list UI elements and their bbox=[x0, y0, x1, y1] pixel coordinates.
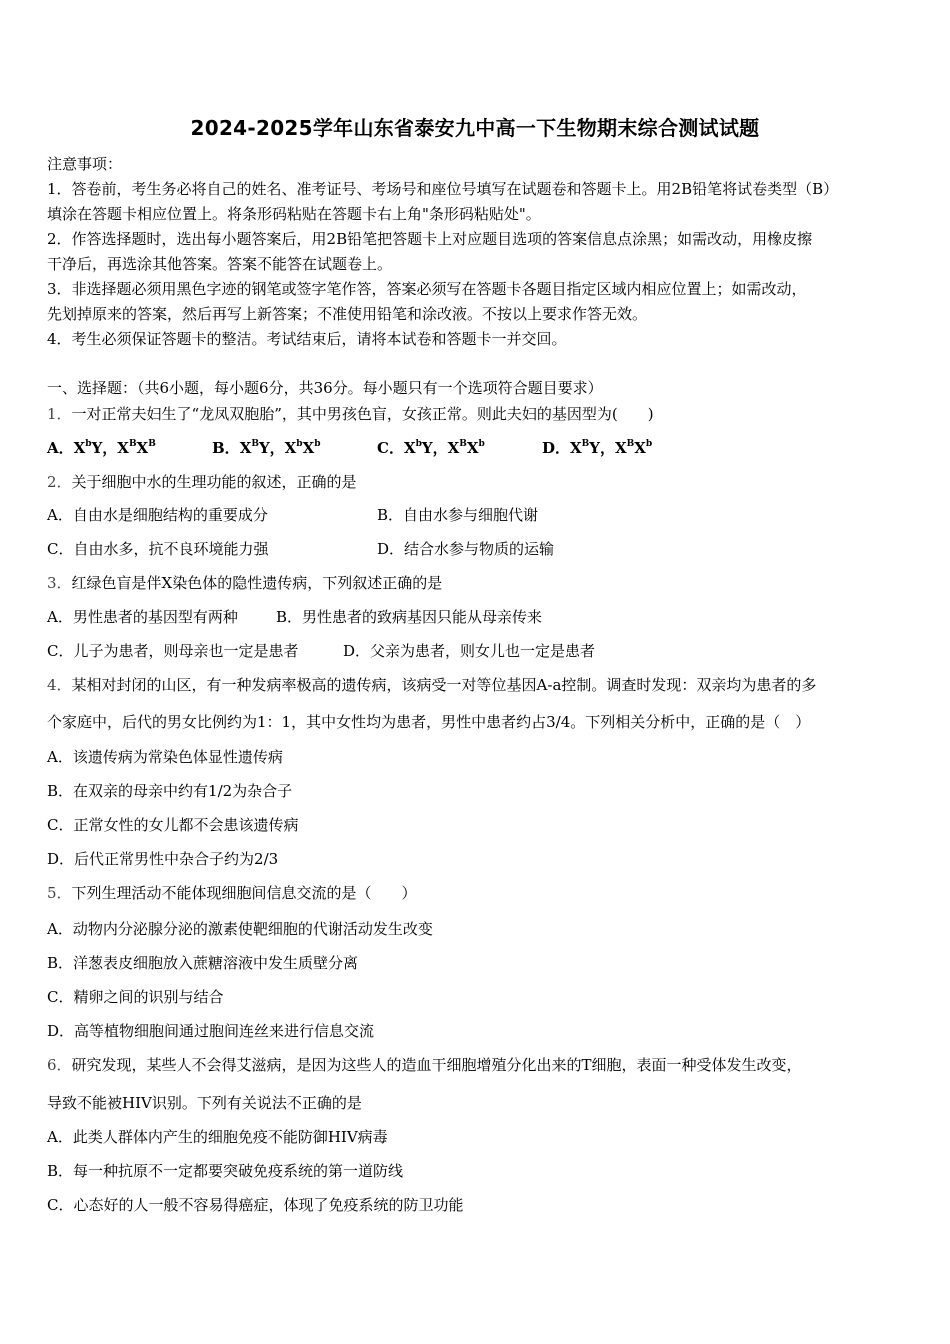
question-number: 2． bbox=[47, 473, 72, 491]
q2-option-c[interactable]: C．自由水多，抗不良环境能力强 bbox=[47, 540, 269, 558]
question-number: 6． bbox=[47, 1056, 72, 1074]
q6-option-c[interactable]: C．心态好的人一般不容易得癌症，体现了免疫系统的防卫功能 bbox=[47, 1196, 464, 1214]
notice-line: 4．考生必须保证答题卡的整洁。考试结束后，请将本试卷和答题卡一并交回。 bbox=[47, 330, 567, 348]
question-4 bbox=[47, 674, 816, 695]
notice-line: 干净后，再选涂其他答案。答案不能答在试题卷上。 bbox=[47, 255, 393, 273]
q6-option-b[interactable]: B．每一种抗原不一定都要突破免疫系统的第一道防线 bbox=[47, 1162, 404, 1180]
q2-option-a[interactable]: A．自由水是细胞结构的重要成分 bbox=[47, 506, 268, 524]
question-stem: 下列生理活动不能体现细胞间信息交流的是（ ） bbox=[71, 884, 417, 902]
q2-option-d[interactable]: D．结合水参与物质的运输 bbox=[377, 540, 555, 558]
question-4-continued: 个家庭中，后代的男女比例约为1：1，其中女性均为患者，男性中患者约占3/4。下列相关分析中，正确的是（ ） bbox=[47, 713, 811, 731]
q5-option-c[interactable]: C．精卵之间的识别与结合 bbox=[47, 988, 224, 1006]
q3-option-a[interactable]: A．男性患者的基因型有两种 bbox=[47, 608, 238, 626]
question-2 bbox=[47, 471, 357, 492]
question-3 bbox=[47, 572, 442, 593]
q1-option-d[interactable]: D．$X^BY$，$X^BX^b$ bbox=[542, 439, 653, 457]
q1-option-a[interactable]: A．$X^bY$，$X^BX^B$ bbox=[47, 439, 156, 457]
notice-line: 3．非选择题必须用黑色字迹的钢笔或签字笔作答，答案必须写在答题卡各题目指定区域内相应位置上；如需改动， bbox=[47, 280, 807, 298]
question-6-continued: 导致不能被HIV识别。下列有关说法不正确的是 bbox=[47, 1094, 362, 1112]
question-stem: 红绿色盲是伴X染色体的隐性遗传病，下列叙述正确的是 bbox=[71, 574, 443, 592]
page-title: 2024-2025学年山东省泰安九中高一下生物期末综合测试试题 bbox=[190, 116, 760, 140]
section-heading: 一、选择题：（共6小题，每小题6分，共36分。每小题只有一个选项符合题目要求） bbox=[47, 379, 603, 397]
notice-line: 2．作答选择题时，选出每小题答案后，用2B铅笔把答题卡上对应题目选项的答案信息点涂黑；如需改动，用橡皮擦 bbox=[47, 230, 813, 248]
q4-option-c[interactable]: C．正常女性的女儿都不会患该遗传病 bbox=[47, 816, 299, 834]
q3-option-c[interactable]: C．儿子为患者，则母亲也一定是患者 bbox=[47, 642, 299, 660]
q3-option-d[interactable]: D．父亲为患者，则女儿也一定是患者 bbox=[343, 642, 596, 660]
q5-option-a[interactable]: A．动物内分泌腺分泌的激素使靶细胞的代谢活动发生改变 bbox=[47, 920, 433, 938]
question-number: 1． bbox=[47, 405, 72, 423]
q3-option-b[interactable]: B．男性患者的致病基因只能从母亲传来 bbox=[276, 608, 543, 626]
q5-option-b[interactable]: B．洋葱表皮细胞放入蔗糖溶液中发生质壁分离 bbox=[47, 954, 359, 972]
q5-option-d[interactable]: D．高等植物细胞间通过胞间连丝来进行信息交流 bbox=[47, 1022, 375, 1040]
q4-option-b[interactable]: B．在双亲的母亲中约有1/2为杂合子 bbox=[47, 782, 293, 800]
question-6 bbox=[47, 1054, 802, 1075]
q1-option-c[interactable]: C．$X^bY$，$X^BX^b$ bbox=[377, 439, 485, 457]
notice-line: 填涂在答题卡相应位置上。将条形码粘贴在答题卡右上角"条形码粘贴处"。 bbox=[47, 205, 541, 223]
question-stem: 某相对封闭的山区，有一种发病率极高的遗传病，该病受一对等位基因A-a控制。调查时发现：双亲均为患者的多 bbox=[71, 676, 817, 694]
q4-option-a[interactable]: A．该遗传病为常染色体显性遗传病 bbox=[47, 748, 283, 766]
question-1 bbox=[47, 403, 654, 424]
question-stem: 关于细胞中水的生理功能的叙述，正确的是 bbox=[71, 473, 357, 491]
q2-option-b[interactable]: B．自由水参与细胞代谢 bbox=[377, 506, 539, 524]
question-stem: 研究发现，某些人不会得艾滋病，是因为这些人的造血干细胞增殖分化出来的T细胞，表面一种受体发生改变， bbox=[71, 1056, 802, 1074]
notice-heading: 注意事项： bbox=[47, 155, 123, 173]
q4-option-d[interactable]: D．后代正常男性中杂合子约为2/3 bbox=[47, 850, 279, 868]
question-5 bbox=[47, 882, 417, 903]
q6-option-a[interactable]: A．此类人群体内产生的细胞免疫不能防御HIV病毒 bbox=[47, 1128, 388, 1146]
question-stem: 一对正常夫妇生了“龙凤双胞胎”，其中男孩色盲，女孩正常。则此夫妇的基因型为( ) bbox=[71, 405, 654, 423]
question-number: 4． bbox=[47, 676, 72, 694]
q1-option-b[interactable]: B．$X^BY$，$X^bX^b$ bbox=[212, 439, 321, 457]
question-number: 5． bbox=[47, 884, 72, 902]
notice-line: 1．答卷前，考生务必将自己的姓名、准考证号、考场号和座位号填写在试题卷和答题卡上。用2B铅笔将试卷类型（B） bbox=[47, 180, 839, 198]
question-number: 3． bbox=[47, 574, 72, 592]
notice-line: 先划掉原来的答案，然后再写上新答案；不准使用铅笔和涂改液。不按以上要求作答无效。 bbox=[47, 305, 648, 323]
